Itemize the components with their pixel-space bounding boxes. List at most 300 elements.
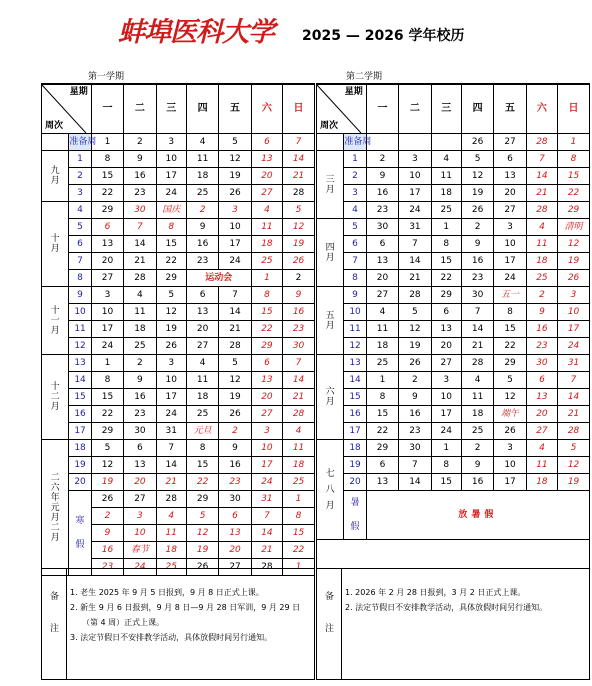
day-cell: 12 <box>283 219 314 236</box>
day-cell: 9 <box>461 457 493 474</box>
week-number: 13 <box>344 355 366 372</box>
day-cell: 28 <box>399 287 431 304</box>
week-number: 14 <box>69 372 91 389</box>
day-cell: 28 <box>156 491 186 508</box>
day-cell: 2 <box>366 151 398 168</box>
day-cell: 26 <box>461 134 493 151</box>
day-cell: 26 <box>91 491 123 508</box>
day-cell: 6 <box>124 440 156 457</box>
day-cell: 5 <box>156 287 186 304</box>
day-cell: 7 <box>283 134 314 151</box>
calendar-grid <box>317 84 589 540</box>
table-row <box>317 372 589 389</box>
day-cell: 3 <box>156 355 186 372</box>
table-row <box>317 236 589 253</box>
day-cell: 6 <box>251 134 282 151</box>
day-cell: 9 <box>91 525 123 542</box>
table-row <box>42 491 314 508</box>
day-cell: 28 <box>124 270 156 287</box>
table-row <box>317 457 589 474</box>
week-number: 12 <box>69 338 91 355</box>
day-cell: 1 <box>91 134 123 151</box>
week-number: 19 <box>344 457 366 474</box>
week-number: 1 <box>344 151 366 168</box>
break-char: 寒 <box>75 516 85 526</box>
week-number: 9 <box>344 287 366 304</box>
day-cell: 11 <box>366 321 398 338</box>
week-number: 8 <box>69 270 91 287</box>
day-cell: 7 <box>156 440 186 457</box>
table-row <box>317 134 589 151</box>
day-cell: 26 <box>219 185 251 202</box>
day-cell: 22 <box>156 253 186 270</box>
month-char: 二 <box>50 522 60 533</box>
day-cell: 20 <box>526 406 557 423</box>
day-cell: 4 <box>186 134 218 151</box>
day-cell: 16 <box>461 253 493 270</box>
day-cell: 14 <box>283 151 314 168</box>
holiday-cell: 端午 <box>494 406 526 423</box>
week-number: 4 <box>69 202 91 219</box>
month-char: 十 <box>50 382 60 392</box>
month-char: 一 <box>50 315 60 326</box>
day-cell: 18 <box>186 389 218 406</box>
month-char: 二 <box>50 472 60 483</box>
day-cell: 28 <box>219 338 251 355</box>
day-cell: 22 <box>91 406 123 423</box>
day-cell: 24 <box>251 474 282 491</box>
day-cell: 12 <box>186 525 218 542</box>
day-cell: 17 <box>251 457 282 474</box>
week-number: 2 <box>69 168 91 185</box>
day-cell: 11 <box>526 457 557 474</box>
day-cell: 3 <box>156 134 186 151</box>
day-cell: 25 <box>186 406 218 423</box>
day-cell: 17 <box>494 474 526 491</box>
week-number: 5 <box>344 219 366 236</box>
month-char: 三 <box>325 174 335 185</box>
day-cell: 25 <box>283 474 314 491</box>
day-cell: 12 <box>399 321 431 338</box>
month-char: 十 <box>50 234 60 244</box>
month-label <box>317 151 344 219</box>
day-cell: 21 <box>283 168 314 185</box>
day-cell: 25 <box>251 253 282 270</box>
day-cell: 1 <box>283 491 314 508</box>
day-cell: 3 <box>494 219 526 236</box>
day-cell: 2 <box>124 134 156 151</box>
day-cell: 21 <box>558 406 589 423</box>
day-cell: 1 <box>431 219 461 236</box>
month-char: 月 <box>325 500 335 511</box>
month-blank <box>317 134 344 151</box>
day-cell: 5 <box>399 304 431 321</box>
day-cell: 27 <box>494 134 526 151</box>
day-cell: 18 <box>156 542 186 559</box>
weekday-header: 六 <box>251 85 282 134</box>
day-cell: 13 <box>494 168 526 185</box>
day-cell: 29 <box>431 287 461 304</box>
table-row <box>317 185 589 202</box>
day-cell: 8 <box>91 151 123 168</box>
day-cell: 22 <box>431 270 461 287</box>
calendar-title: 2025 — 2026 学年校历 <box>302 28 465 44</box>
week-number: 15 <box>344 389 366 406</box>
table-row <box>317 219 589 236</box>
day-cell: 31 <box>558 355 589 372</box>
holiday-cell: 元旦 <box>186 423 218 440</box>
month-label <box>317 287 344 355</box>
semester-1-calendar <box>41 83 315 680</box>
day-cell: 14 <box>461 321 493 338</box>
day-cell: 8 <box>91 372 123 389</box>
day-cell <box>366 134 398 151</box>
day-cell: 22 <box>366 423 398 440</box>
day-cell: 19 <box>461 185 493 202</box>
weekday-header: 四 <box>186 85 218 134</box>
week-number: 20 <box>344 474 366 491</box>
week-number: 11 <box>344 321 366 338</box>
day-cell: 14 <box>399 253 431 270</box>
week-number: 8 <box>344 270 366 287</box>
week-number: 4 <box>344 202 366 219</box>
day-cell: 5 <box>219 355 251 372</box>
notes-list <box>70 585 306 645</box>
week-number: 15 <box>69 389 91 406</box>
day-cell: 26 <box>558 270 589 287</box>
university-logo: 蚌埠医科大学 <box>118 17 274 48</box>
day-cell: 23 <box>283 321 314 338</box>
month-char: 六 <box>50 482 60 493</box>
day-cell: 23 <box>124 406 156 423</box>
week-number: 14 <box>344 372 366 389</box>
day-cell: 4 <box>526 440 557 457</box>
note-item: 2. 法定节假日不安排教学活动，具体放假时间另行通知。 <box>345 603 548 612</box>
day-cell: 1 <box>366 372 398 389</box>
day-cell: 22 <box>558 185 589 202</box>
day-cell: 2 <box>283 270 314 287</box>
month-char: 月 <box>325 252 335 263</box>
day-cell: 24 <box>558 338 589 355</box>
weekday-axis-label: 星期 <box>344 87 363 97</box>
day-cell: 28 <box>283 406 314 423</box>
day-cell: 10 <box>124 525 156 542</box>
day-cell: 23 <box>186 253 218 270</box>
day-cell: 9 <box>186 219 218 236</box>
day-cell: 3 <box>124 508 156 525</box>
day-cell: 6 <box>431 304 461 321</box>
day-cell: 24 <box>494 270 526 287</box>
day-cell <box>399 134 431 151</box>
day-cell: 5 <box>186 508 218 525</box>
table-row <box>317 389 589 406</box>
day-cell: 11 <box>186 372 218 389</box>
day-cell: 9 <box>461 236 493 253</box>
day-cell: 15 <box>156 236 186 253</box>
day-cell: 10 <box>431 389 461 406</box>
table-row <box>42 304 314 321</box>
day-cell: 19 <box>558 253 589 270</box>
day-cell: 24 <box>156 185 186 202</box>
week-number: 6 <box>69 236 91 253</box>
day-cell: 15 <box>186 457 218 474</box>
table-row <box>42 372 314 389</box>
day-cell: 16 <box>186 236 218 253</box>
month-label <box>317 219 344 287</box>
week-number: 13 <box>69 355 91 372</box>
day-cell: 25 <box>431 202 461 219</box>
day-cell: 27 <box>526 423 557 440</box>
day-cell: 28 <box>526 134 557 151</box>
table-row <box>317 168 589 185</box>
week-number: 6 <box>344 236 366 253</box>
week-number: 7 <box>344 253 366 270</box>
header-corner <box>317 85 366 134</box>
day-cell: 12 <box>558 457 589 474</box>
holiday-cell: 清明 <box>558 219 589 236</box>
day-cell: 8 <box>431 457 461 474</box>
day-cell: 12 <box>558 236 589 253</box>
week-number: 7 <box>69 253 91 270</box>
semester-2-calendar <box>316 83 590 680</box>
table-row <box>42 253 314 270</box>
day-cell: 26 <box>186 559 218 576</box>
day-cell: 15 <box>91 168 123 185</box>
day-cell: 26 <box>461 202 493 219</box>
break-label <box>69 491 91 576</box>
week-number: 1 <box>69 151 91 168</box>
table-row <box>317 202 589 219</box>
day-cell: 27 <box>251 185 282 202</box>
day-cell: 30 <box>526 355 557 372</box>
day-cell: 19 <box>283 236 314 253</box>
week-axis-label: 周次 <box>45 121 64 131</box>
day-cell: 29 <box>91 202 123 219</box>
day-cell: 5 <box>219 134 251 151</box>
day-cell: 14 <box>251 525 282 542</box>
day-cell: 1 <box>251 270 282 287</box>
day-cell: 4 <box>366 304 398 321</box>
month-label <box>42 440 69 576</box>
week-number: 10 <box>69 304 91 321</box>
month-char: 七 <box>325 468 335 479</box>
day-cell: 29 <box>494 355 526 372</box>
day-cell: 23 <box>91 559 123 576</box>
day-cell: 24 <box>124 559 156 576</box>
day-cell: 17 <box>156 168 186 185</box>
day-cell: 21 <box>526 185 557 202</box>
day-cell: 27 <box>251 406 282 423</box>
day-cell: 13 <box>251 151 282 168</box>
day-cell: 14 <box>283 372 314 389</box>
day-cell: 18 <box>431 185 461 202</box>
day-cell: 13 <box>124 457 156 474</box>
day-cell: 17 <box>431 406 461 423</box>
month-char: 月 <box>50 512 60 523</box>
day-cell: 2 <box>186 202 218 219</box>
month-blank <box>42 134 69 151</box>
day-cell: 18 <box>283 457 314 474</box>
break-char: 暑 <box>350 498 360 508</box>
day-cell: 2 <box>219 423 251 440</box>
month-char: 二 <box>50 392 60 402</box>
day-cell: 18 <box>366 338 398 355</box>
day-cell: 6 <box>366 236 398 253</box>
table-row <box>42 270 314 287</box>
day-cell: 6 <box>526 372 557 389</box>
month-char: 六 <box>325 387 335 397</box>
break-char: 假 <box>350 522 360 532</box>
day-cell: 13 <box>251 372 282 389</box>
day-cell: 15 <box>366 406 398 423</box>
day-cell: 12 <box>494 389 526 406</box>
day-cell: 28 <box>251 559 282 576</box>
day-cell: 30 <box>399 440 431 457</box>
day-cell: 25 <box>186 185 218 202</box>
day-cell: 27 <box>91 270 123 287</box>
day-cell: 4 <box>526 219 557 236</box>
day-cell: 28 <box>283 185 314 202</box>
week-number: 17 <box>344 423 366 440</box>
day-cell: 21 <box>283 389 314 406</box>
month-label <box>42 287 69 355</box>
table-row <box>317 253 589 270</box>
day-cell: 24 <box>431 423 461 440</box>
day-cell: 10 <box>494 236 526 253</box>
notes-label-char: 注 <box>325 624 335 634</box>
day-cell: 25 <box>461 423 493 440</box>
month-char: 八 <box>325 484 335 495</box>
table-row <box>42 321 314 338</box>
weekday-header: 二 <box>399 85 431 134</box>
week-number: 18 <box>344 440 366 457</box>
note-item: 1. 老生 2025 年 9 月 5 日报到，9 月 8 日正式上课。 <box>70 588 264 597</box>
day-cell: 25 <box>366 355 398 372</box>
month-char: 元 <box>50 502 60 513</box>
day-cell: 11 <box>156 525 186 542</box>
day-cell: 27 <box>186 338 218 355</box>
day-cell: 23 <box>366 202 398 219</box>
day-cell: 18 <box>526 474 557 491</box>
day-cell: 4 <box>251 202 282 219</box>
day-cell: 12 <box>219 372 251 389</box>
day-cell: 17 <box>219 236 251 253</box>
table-row <box>317 406 589 423</box>
day-cell: 16 <box>91 542 123 559</box>
day-cell: 18 <box>461 406 493 423</box>
day-cell: 5 <box>494 372 526 389</box>
day-cell: 3 <box>399 151 431 168</box>
day-cell: 22 <box>91 185 123 202</box>
day-cell: 8 <box>186 440 218 457</box>
day-cell: 11 <box>283 440 314 457</box>
day-cell: 13 <box>366 253 398 270</box>
day-cell: 19 <box>186 542 218 559</box>
day-cell: 20 <box>431 338 461 355</box>
day-cell: 15 <box>91 389 123 406</box>
day-cell: 14 <box>124 236 156 253</box>
day-cell: 8 <box>431 236 461 253</box>
weekday-header: 一 <box>91 85 123 134</box>
weekday-header: 二 <box>124 85 156 134</box>
day-cell: 21 <box>461 338 493 355</box>
day-cell: 7 <box>461 304 493 321</box>
table-row <box>317 338 589 355</box>
week-number: 11 <box>69 321 91 338</box>
day-cell: 4 <box>186 355 218 372</box>
note-item: 2. 新生 9 月 6 日报到，9 月 8 日—9 月 28 日军训，9 月 29 日（第 4 周）正式上课。 <box>70 603 301 627</box>
day-cell: 13 <box>186 304 218 321</box>
weekday-header: 一 <box>366 85 398 134</box>
table-row <box>42 202 314 219</box>
day-cell: 19 <box>156 321 186 338</box>
day-cell: 9 <box>399 389 431 406</box>
day-cell: 25 <box>124 338 156 355</box>
day-cell: 1 <box>91 355 123 372</box>
day-cell: 10 <box>251 440 282 457</box>
day-cell: 4 <box>461 372 493 389</box>
day-cell: 8 <box>283 508 314 525</box>
day-cell: 15 <box>494 321 526 338</box>
day-cell: 3 <box>251 423 282 440</box>
table-row <box>42 440 314 457</box>
day-cell: 13 <box>526 389 557 406</box>
note-item: 3. 法定节假日不安排教学活动，具体放假时间另行通知。 <box>70 633 273 642</box>
day-cell: 14 <box>156 457 186 474</box>
day-cell: 27 <box>124 491 156 508</box>
day-cell: 27 <box>366 287 398 304</box>
day-cell: 13 <box>219 525 251 542</box>
day-cell: 9 <box>124 151 156 168</box>
day-cell: 6 <box>186 287 218 304</box>
week-number: 20 <box>69 474 91 491</box>
month-char: 月 <box>50 244 60 254</box>
day-cell: 7 <box>399 236 431 253</box>
table-row <box>42 406 314 423</box>
table-row <box>42 134 314 151</box>
table-row <box>42 355 314 372</box>
day-cell: 10 <box>558 304 589 321</box>
week-number: 9 <box>69 287 91 304</box>
weekday-header: 日 <box>558 85 589 134</box>
day-cell: 16 <box>219 457 251 474</box>
semester-1-title: 第一学期 <box>88 72 125 82</box>
week-number: 18 <box>69 440 91 457</box>
week-number: 2 <box>344 168 366 185</box>
day-cell: 17 <box>494 253 526 270</box>
week-number: 5 <box>69 219 91 236</box>
day-cell: 7 <box>219 287 251 304</box>
day-cell: 30 <box>124 202 156 219</box>
day-cell: 1 <box>431 440 461 457</box>
day-cell: 10 <box>156 372 186 389</box>
table-row <box>317 423 589 440</box>
notes-list <box>345 585 581 615</box>
day-cell: 18 <box>251 236 282 253</box>
day-cell: 28 <box>558 423 589 440</box>
day-cell: 21 <box>399 270 431 287</box>
table-row <box>317 304 589 321</box>
day-cell: 25 <box>156 559 186 576</box>
month-char: 四 <box>325 242 335 253</box>
day-cell: 8 <box>366 389 398 406</box>
day-cell: 3 <box>91 287 123 304</box>
day-cell: 20 <box>219 542 251 559</box>
table-row <box>42 423 314 440</box>
day-cell: 3 <box>558 287 589 304</box>
day-cell: 8 <box>494 304 526 321</box>
day-cell: 22 <box>283 542 314 559</box>
